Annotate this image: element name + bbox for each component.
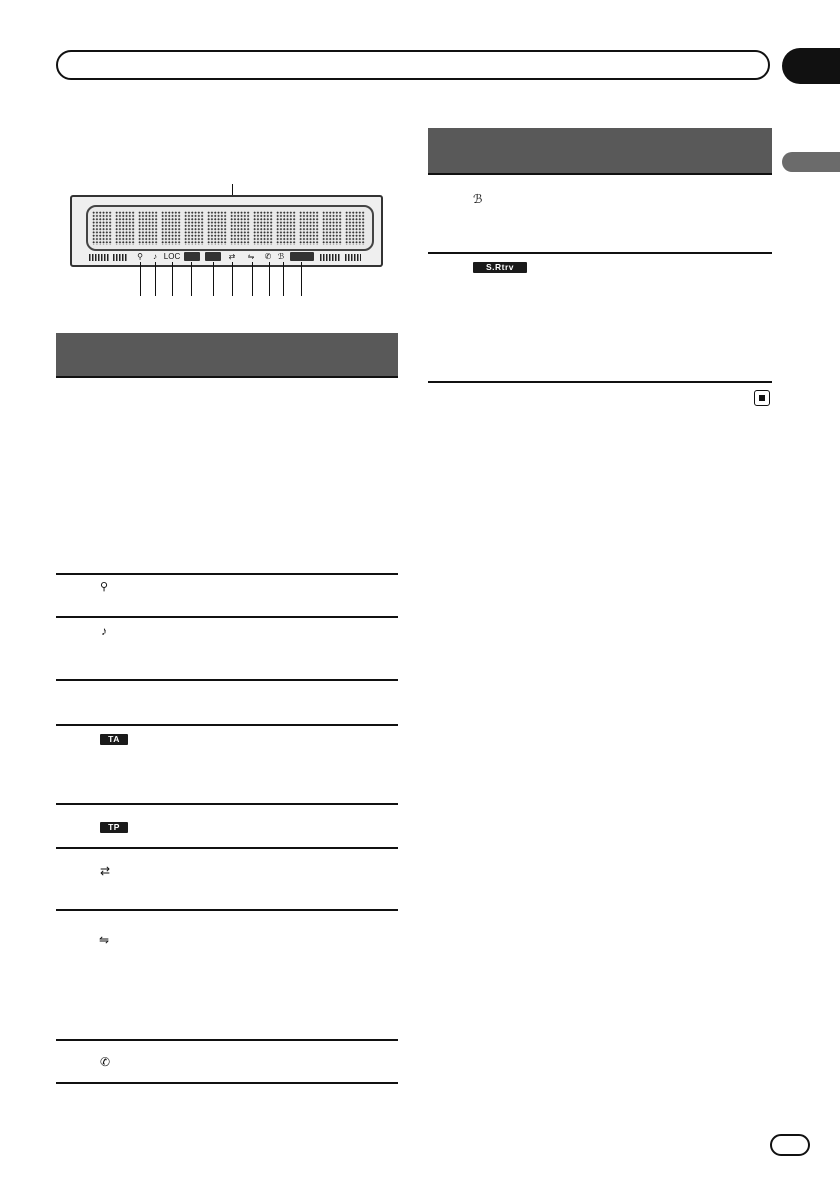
repeat-icon: ⇄ — [100, 864, 111, 878]
table-rule — [56, 573, 398, 575]
music-icon: ♪ — [153, 252, 157, 261]
left-table-header — [56, 333, 398, 377]
srtrv-badge: S.Rtrv — [473, 262, 527, 273]
char-cell — [115, 211, 135, 245]
table-rule — [56, 679, 398, 681]
char-cell — [207, 211, 227, 245]
table-rule — [56, 616, 398, 618]
char-cell — [184, 211, 204, 245]
right-table-header — [428, 128, 772, 174]
search-icon: ⚲ — [100, 581, 109, 593]
table-rule — [56, 376, 398, 378]
callout-line — [283, 262, 284, 296]
char-cell — [253, 211, 273, 245]
table-rule — [56, 909, 398, 911]
tp-indicator — [205, 252, 221, 261]
level-meter-left — [113, 254, 127, 261]
chapter-tab — [782, 48, 840, 84]
callout-line — [213, 262, 214, 296]
table-rule — [56, 847, 398, 849]
ta-indicator — [184, 252, 200, 261]
level-meter-left — [89, 254, 109, 261]
callout-line — [252, 262, 253, 296]
header-title — [70, 57, 670, 73]
char-cell — [276, 211, 296, 245]
table-rule — [56, 724, 398, 726]
language-side-tab — [782, 152, 840, 172]
phone-icon: ✆ — [100, 1055, 111, 1069]
char-cell — [322, 211, 342, 245]
level-meter-right — [345, 254, 361, 261]
repeat-icon: ⇄ — [228, 252, 236, 261]
end-of-section-icon — [759, 395, 765, 401]
char-cell — [92, 211, 112, 245]
table-rule — [56, 1039, 398, 1041]
level-meter-right — [320, 254, 340, 261]
bluetooth-icon: ℬ — [277, 252, 285, 261]
music-note-icon: ♪ — [101, 624, 107, 638]
char-cell — [345, 211, 365, 245]
table-rule — [56, 803, 398, 805]
tp-badge: TP — [100, 822, 128, 833]
shuffle-icon: ⇋ — [247, 252, 255, 261]
search-icon: ⚲ — [137, 252, 143, 261]
loc-indicator: LOC — [163, 252, 181, 261]
char-cell — [230, 211, 250, 245]
table-rule — [56, 1082, 398, 1084]
callout-line — [191, 262, 192, 296]
callout-line — [232, 262, 233, 296]
srtrv-indicator — [290, 252, 314, 261]
table-rule — [428, 381, 772, 383]
char-cell — [299, 211, 319, 245]
shuffle-icon: ⇋ — [99, 933, 110, 947]
callout-line — [140, 262, 141, 296]
char-cell — [138, 211, 158, 245]
callout-line — [155, 262, 156, 296]
phone-icon: ✆ — [264, 252, 272, 261]
callout-line — [301, 262, 302, 296]
lcd-character-matrix — [86, 205, 374, 251]
page-number — [770, 1134, 810, 1156]
table-rule — [428, 252, 772, 254]
ta-badge: TA — [100, 734, 128, 745]
char-cell — [161, 211, 181, 245]
table-rule — [428, 173, 772, 175]
bluetooth-icon: ℬ — [473, 192, 483, 206]
callout-line — [269, 262, 270, 296]
callout-line — [172, 262, 173, 296]
